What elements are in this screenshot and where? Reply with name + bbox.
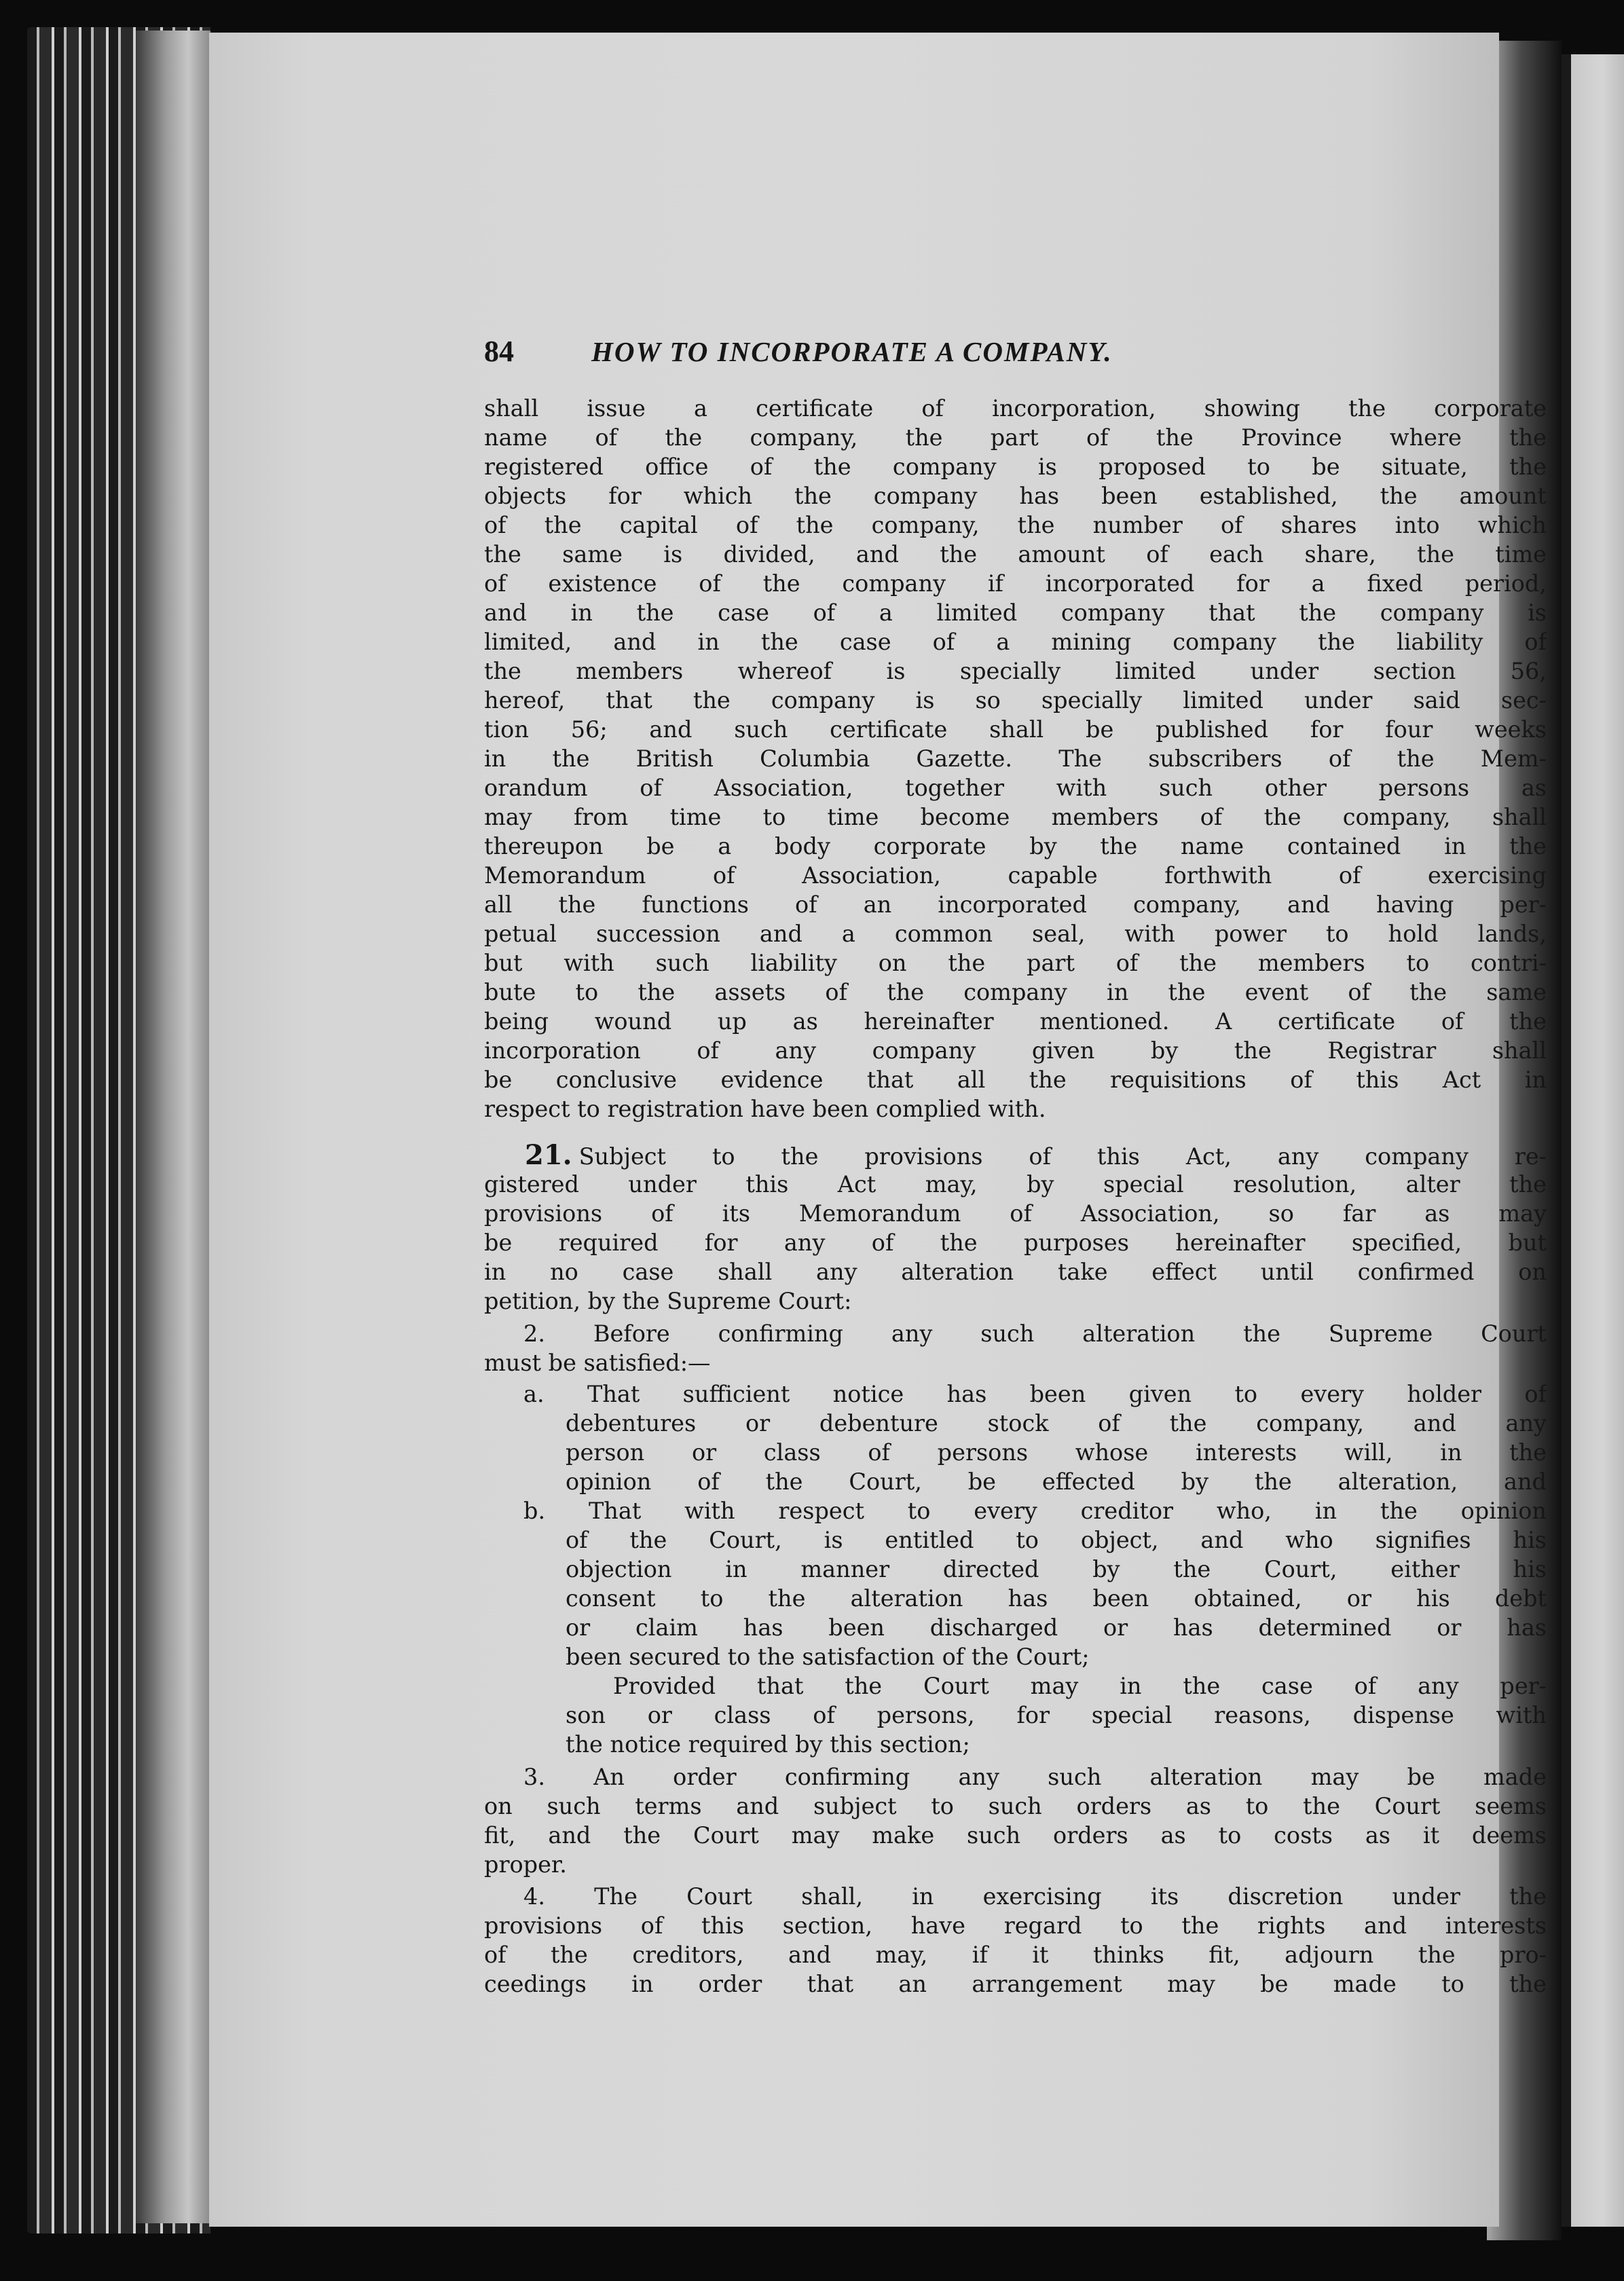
page-number: 84 <box>484 335 514 368</box>
text-line: tion 56; and such certificate shall be published for four weeks <box>484 716 1547 743</box>
text-line: the same is divided, and the amount of each share, the time <box>484 541 1547 568</box>
text-line: proper. <box>484 1851 567 1878</box>
text-line: in the British Columbia Gazette. The subscribers of the Mem- <box>484 745 1547 772</box>
clause-b-line: b. That with respect to every creditor who, in the opinion <box>523 1498 1547 1524</box>
facing-page-edge <box>1562 54 1624 2227</box>
text-line: opinion of the Court, be effected by the alteration, and <box>566 1468 1547 1495</box>
text-line: incorporation of any company given by the Registrar shall <box>484 1037 1547 1064</box>
text-line: orandum of Association, together with such other persons as <box>484 775 1547 801</box>
text-line: on such terms and subject to such orders as to the Court seems <box>484 1793 1547 1819</box>
page-stack-shading <box>136 31 210 2223</box>
text-line: in no case shall any alteration take effect until confirmed on <box>484 1259 1547 1285</box>
text-line: objection in manner directed by the Court, either his <box>566 1556 1547 1582</box>
text-line: the notice required by this section; <box>566 1731 970 1758</box>
text-line: Subject to the provisions of this Act, any company re- <box>578 1143 1547 1170</box>
running-head <box>484 331 1299 372</box>
text-line: may from time to time become members of the company, shall <box>484 804 1547 830</box>
section-21-first-line <box>525 1140 1547 1170</box>
text-line: must be satisfied:— <box>484 1350 711 1376</box>
text-line: gistered under this Act may, by special resolution, alter the <box>484 1171 1547 1198</box>
text-line: thereupon be a body corporate by the name contained in the <box>484 833 1547 859</box>
running-title: HOW TO INCORPORATE A COMPANY. <box>591 336 1113 367</box>
text-line: provisions of this section, have regard to the rights and interests <box>484 1912 1547 1939</box>
text-line: son or class of persons, for special reasons, dispense with <box>566 1702 1547 1728</box>
subsection-4-line: 4. The Court shall, in exercising its discretion under the <box>523 1883 1547 1910</box>
text-line: respect to registration have been complied with. <box>484 1096 1046 1122</box>
text-line: limited, and in the case of a mining company the liability of <box>484 629 1547 655</box>
section-number: 21. <box>525 1140 572 1170</box>
proviso-line: Provided that the Court may in the case of any per- <box>613 1673 1547 1699</box>
text-line: or claim has been discharged or has determined or has <box>566 1614 1547 1641</box>
book-page <box>209 33 1547 2227</box>
text-line: objects for which the company has been established, the amount <box>484 483 1547 509</box>
text-line: of the creditors, and may, if it thinks fit, adjourn the pro- <box>484 1942 1547 1968</box>
text-line: being wound up as hereinafter mentioned. A certificate of the <box>484 1008 1547 1035</box>
text-line: all the functions of an incorporated company, and having per- <box>484 891 1547 918</box>
text-line: registered office of the company is proposed to be situate, the <box>484 453 1547 480</box>
text-line: petual succession and a common seal, with power to hold lands, <box>484 921 1547 947</box>
text-line: and in the case of a limited company that the company is <box>484 599 1547 626</box>
text-line: of the capital of the company, the number of shares into which <box>484 512 1547 538</box>
text-line: of the Court, is entitled to object, and who signifies his <box>566 1527 1547 1553</box>
text-line: person or class of persons whose interests will, in the <box>566 1439 1547 1466</box>
text-line: be conclusive evidence that all the requisitions of this Act in <box>484 1067 1547 1093</box>
text-line: provisions of its Memorandum of Association, so far as may <box>484 1200 1547 1227</box>
clause-a-line: a. That sufficient notice has been given to every holder of <box>523 1381 1547 1407</box>
text-line: the members whereof is specially limited under section 56, <box>484 658 1547 684</box>
text-line: fit, and the Court may make such orders as to costs as it deems <box>484 1822 1547 1849</box>
text-line: hereof, that the company is so specially limited under said sec- <box>484 687 1547 713</box>
text-line: petition, by the Supreme Court: <box>484 1288 852 1314</box>
text-line: shall issue a certificate of incorporation, showing the corporate <box>484 395 1547 422</box>
text-line: be required for any of the purposes hereinafter specified, but <box>484 1229 1547 1256</box>
text-line: consent to the alteration has been obtained, or his debt <box>566 1585 1547 1612</box>
text-line: but with such liability on the part of the members to contri- <box>484 950 1547 976</box>
subsection-2-line: 2. Before confirming any such alteration the Supreme Court <box>523 1320 1547 1347</box>
text-line: of existence of the company if incorporated for a fixed period, <box>484 570 1547 597</box>
text-line: name of the company, the part of the Province where the <box>484 424 1547 451</box>
text-line: Memorandum of Association, capable forthwith of exercising <box>484 862 1547 889</box>
subsection-3-line: 3. An order confirming any such alteration may be made <box>523 1764 1547 1790</box>
text-line: ceedings in order that an arrangement may be made to the <box>484 1971 1547 1997</box>
text-line: been secured to the satisfaction of the Court; <box>566 1644 1090 1670</box>
text-line: debentures or debenture stock of the company, and any <box>566 1410 1547 1436</box>
text-line: bute to the assets of the company in the event of the same <box>484 979 1547 1005</box>
